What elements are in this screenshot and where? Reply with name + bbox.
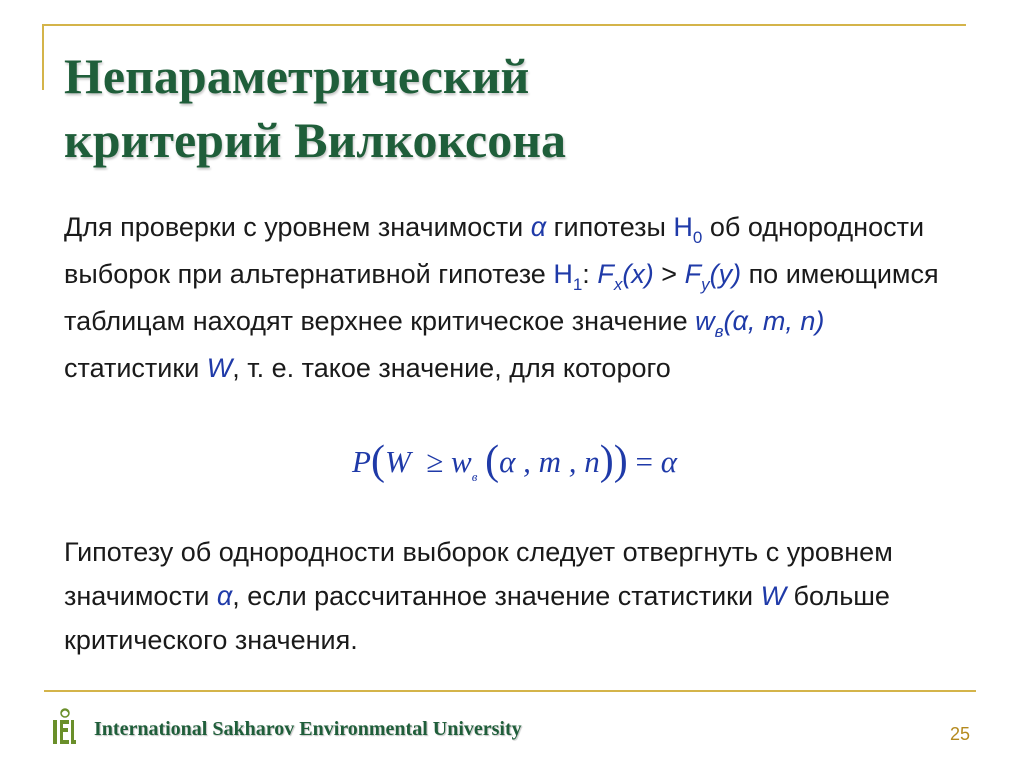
text-segment: больше критического значения. xyxy=(64,581,890,655)
formula-equals: = xyxy=(635,444,654,479)
formula-w: W xyxy=(384,444,411,479)
university-name: International Sakharov Environmental University xyxy=(94,718,522,740)
slide-title-line-1: Непараметрический xyxy=(64,48,530,104)
w-subscript: в xyxy=(714,322,724,341)
top-decorative-rule xyxy=(42,24,966,26)
h1-subscript: 1 xyxy=(572,275,583,294)
h0-symbol xyxy=(673,212,703,247)
h-letter: H xyxy=(553,259,573,289)
text-segment: , т. е. такое значение, для которого xyxy=(232,353,671,383)
university-logo xyxy=(52,708,78,746)
fy-function xyxy=(684,259,742,294)
text-segment: : xyxy=(582,259,590,289)
text-segment: Для проверки с уровнем значимости xyxy=(64,212,531,242)
text-segment: статистики xyxy=(64,353,207,383)
h-letter: H xyxy=(673,212,693,242)
slide-title xyxy=(64,44,944,172)
formula-w-subscript: в xyxy=(471,469,478,484)
fx-function xyxy=(597,259,654,294)
paragraph-hypothesis-test xyxy=(64,204,964,392)
h1-symbol xyxy=(553,259,583,294)
greater-than: > xyxy=(653,259,685,289)
text-segment: , если рассчитанное значение статистики xyxy=(232,581,761,611)
statistic-w-symbol: W xyxy=(206,353,233,383)
f-letter: F xyxy=(684,259,702,289)
formula-geq: ≥ xyxy=(426,444,444,479)
formula-alpha: α xyxy=(660,444,678,479)
formula-w-lower: w xyxy=(451,444,472,479)
text-segment: об однородности выборок при альтернативной гипотезе xyxy=(64,212,925,289)
fy-subscript: y xyxy=(701,275,710,294)
probability-formula xyxy=(352,432,692,486)
critical-value-symbol xyxy=(695,306,825,341)
text-segment: по имеющимся таблицам находят верхнее критическое значение xyxy=(64,259,939,336)
alpha-symbol: α xyxy=(216,581,233,611)
page-number: 25 xyxy=(949,724,970,744)
formula-p: P xyxy=(352,444,371,479)
w-letter: w xyxy=(695,306,715,336)
fx-argument: (x) xyxy=(622,259,654,289)
text-segment: Гипотезу об однородности выборок следует отвергнуть с уровнем значимости xyxy=(64,537,893,611)
paragraph-rejection-rule xyxy=(64,530,964,662)
h0-subscript: 0 xyxy=(692,228,703,247)
formula-arguments: α , m , n xyxy=(499,444,600,479)
bottom-decorative-rule xyxy=(44,690,976,692)
slide-title-line-2: критерий Вилкоксона xyxy=(64,112,567,168)
f-letter: F xyxy=(597,259,614,289)
formula-left-paren: ( xyxy=(370,438,385,484)
w-arguments: (α, m, n) xyxy=(723,306,825,336)
alpha-symbol: α xyxy=(530,212,547,242)
fx-subscript: x xyxy=(613,275,623,294)
text-segment: гипотезы xyxy=(546,212,674,242)
fy-argument: (y) xyxy=(709,259,742,289)
statistic-w-symbol: W xyxy=(760,581,787,611)
formula-inner-left-paren: ( xyxy=(485,438,500,484)
left-decorative-rule xyxy=(42,24,44,90)
formula-right-parens: )) xyxy=(599,438,628,484)
